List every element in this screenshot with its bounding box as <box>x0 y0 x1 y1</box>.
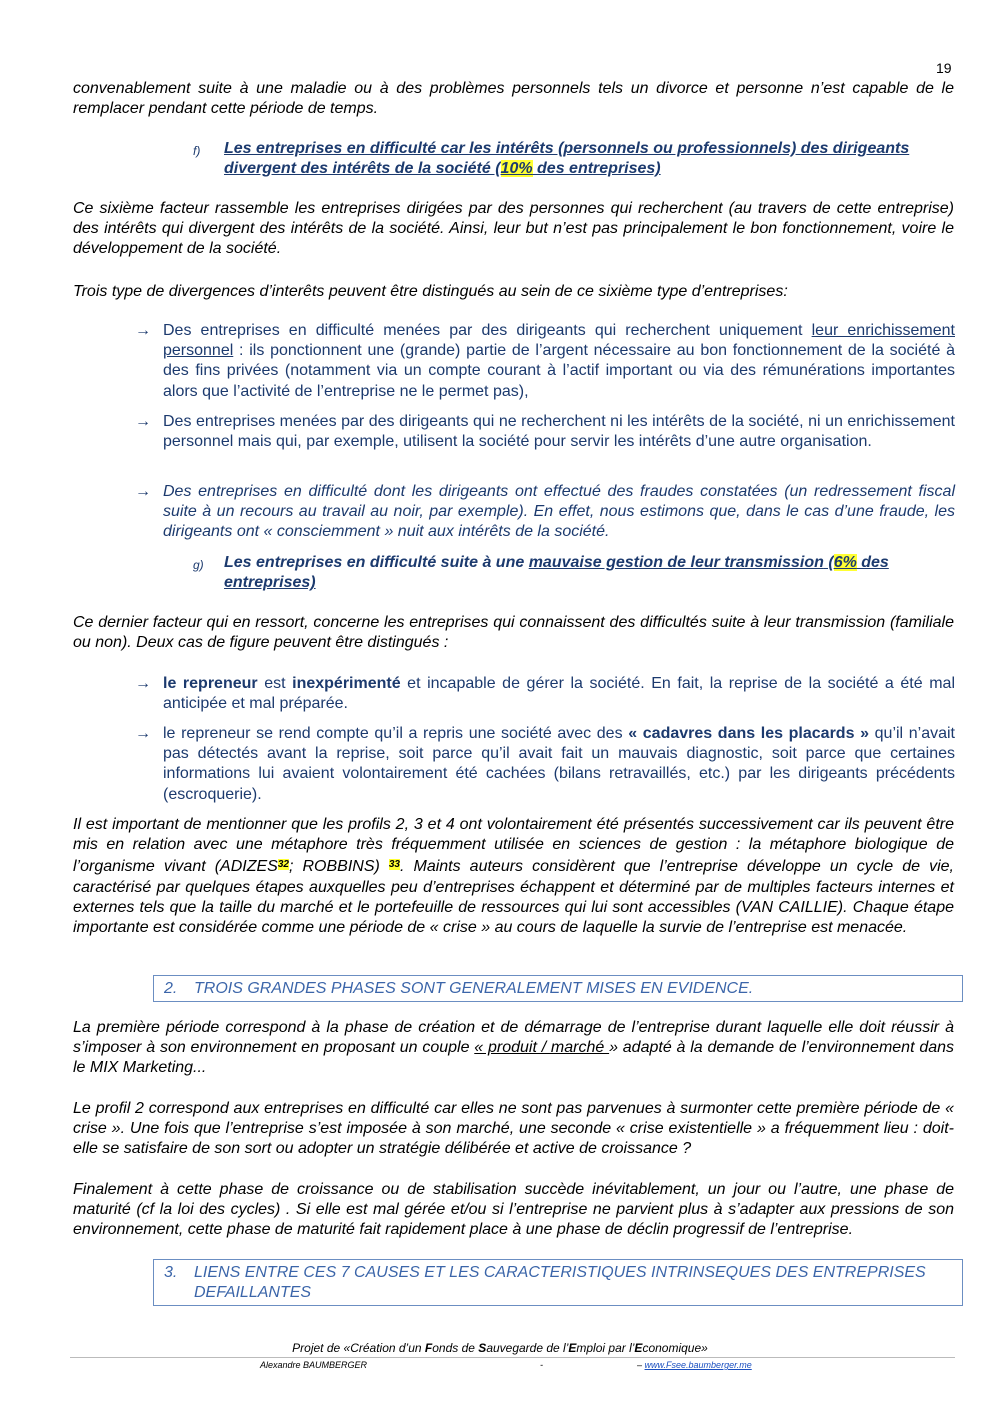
arrow-icon: → <box>135 675 151 692</box>
list-item: → Des entreprises en difficulté dont les dirigeants ont effectué des fraudes constatées (un redressement fiscal suite à un recours au travail au noir, par exemple). En effet, nous estimons que, dans le cas d’une fraude, les dirigeants ont « consciemment » nuit aux intérêts de la société. <box>135 483 955 541</box>
arrow-icon: → <box>135 322 151 339</box>
arrow-icon: → <box>135 413 151 430</box>
section-title: TROIS GRANDES PHASES SONT GENERALEMENT MISES EN EVIDENCE. <box>194 980 754 997</box>
section-number: 3. <box>164 1264 178 1281</box>
list-item: → Des entreprises menées par des dirigeants qui ne recherchent ni les intérêts de la société, ni un enrichissement personnel mais qui, par exemple, utilisent la société pour servir les intérêts d’une autre organisation. <box>135 413 955 451</box>
section-number: 2. <box>164 980 178 997</box>
paragraph-profil2: Le profil 2 correspond aux entreprises en difficulté car elles ne sont pas parvenues à surmonter cette première période de « crise ». Une fois que l’entreprise s’est imposée à son marché, une seconde « crise existentielle » a fréquemment lieu : doit-elle se satisfaire de son sort ou adopter un stratégie délibérée et active de croissance ? <box>73 1100 954 1158</box>
section-title: LIENS ENTRE CES 7 CAUSES ET LES CARACTERISTIQUES INTRINSEQUES DES ENTREPRISES DEFAILLANTES <box>194 1264 926 1302</box>
footer-separator: - <box>540 1360 543 1370</box>
percent-highlight: 10% <box>500 160 533 178</box>
arrow-icon: → <box>135 725 151 742</box>
footer-link-group: – www.Fsee.baumberger.me <box>637 1360 752 1370</box>
paragraph-sixieme: Ce sixième facteur rassemble les entreprises dirigées par des personnes qui recherchent (au travers de cette entreprise) des intérêts qui divergent des intérêts de la société. Ainsi, leur but n’est pas principalement le bon fonctionnement, voire le développement de la société. <box>73 200 954 258</box>
heading-f-letter: f) <box>193 144 201 158</box>
list-item: → le repreneur est inexpérimenté et incapable de gérer la société. En fait, la reprise de la société a été mal anticipée et mal préparée. <box>135 675 956 713</box>
percent-highlight: 6% <box>833 554 857 571</box>
paragraph-important: Il est important de mentionner que les profils 2, 3 et 4 ont volontairement été présentés successivement car ils peuvent être mis en relation avec une métaphore très fréquemment utilisée en sciences de gestion : la métaphore biologique de l’organisme vivant (ADIZES$^{32}$; ROBBINS) $^{33}$. Maints auteurs considèrent que l’entreprise développe un cycle de vie, caractérisé par quelques étapes auxquelles peu d’entreprises échappent et déterminé par de multiples facteurs internes et externes tels que la taille du marché et le portefeuille de ressources qui lui sont accessibles (VAN CAILLIE). Chaque étape importante est considérée comme une période de « crise » au cours de laquelle la survie de l’entreprise est menacée. <box>73 816 954 937</box>
paragraph-dernier: Ce dernier facteur qui en ressort, concerne les entreprises qui connaissent des difficultés suite à leur transmission (familiale ou non). Deux cas de figure peuvent être distingués : <box>73 614 954 652</box>
section-heading-3 <box>153 1259 963 1306</box>
footer-link[interactable]: www.Fsee.baumberger.me <box>644 1360 752 1370</box>
heading-g-letter: g) <box>193 558 204 572</box>
heading-g: g) Les entreprises en difficulté suite à une mauvaise gestion de leur transmission (6% des entreprises) <box>193 554 889 592</box>
heading-f <box>193 139 955 179</box>
section-heading-2 <box>153 975 963 1002</box>
paragraph-premiere: La première période correspond à la phase de création et de démarrage de l’entreprise durant laquelle elle doit réussir à s’imposer à son environnement en proposant un couple « produit / marché » adapté à la demande de l’environnement dans le MIX Marketing... <box>73 1019 955 1077</box>
underlined-phrase: leur enrichissement personnel <box>163 322 955 360</box>
arrow-icon: → <box>135 483 151 500</box>
list-item: → le repreneur se rend compte qu’il a repris une société avec des « cadavres dans les placards » qu’il n’avait pas détectés avant la reprise, soit parce qu’il avait fait un mauvais diagnostic, soit parce que certaines informations lui avaient volontairement été cachées (bilans retravaillés, etc.) par les dirigeants précédents (escroquerie). <box>135 725 956 803</box>
list-item: → Des entreprises en difficulté menées par des dirigeants qui recherchent uniquement leur enrichissement personnel : ils ponctionnent une (grande) partie de l’argent nécessaire au bon fonctionnement de la société à des fins privées (notamment via un compte courant à l’actif important ou via des rémunérations importantes alors que l’activité de l’entreprise ne le permet pas), <box>135 322 955 400</box>
footer-author: Alexandre BAUMBERGER <box>260 1360 368 1370</box>
page-number: 19 <box>936 60 952 76</box>
heading-f-text: Les entreprises en difficulté car les intérêts (personnels ou professionnels) des dirigeants divergent des intérêts de la société (10% des entreprises) <box>224 140 910 178</box>
paragraph-finalement: Finalement à cette phase de croissance ou de stabilisation succède inévitablement, un jour ou l’autre, une phase de maturité (cf la loi des cycles) . Si elle est mal gérée et/ou si l’entreprise ne parvient plus à s’adapter aux pressions de son environnement, cette phase de maturité fait rapidement place à une phase de déclin progressif de l’entreprise. <box>73 1181 954 1239</box>
footnote-ref-32[interactable]: 32 <box>277 859 289 871</box>
footer-title: Projet de «Création d’un Fonds de Sauvegarde de l’Emploi par l’Economique» <box>292 1341 708 1355</box>
footer-divider <box>70 1357 955 1358</box>
paragraph-intro: convenablement suite à une maladie ou à des problèmes personnels tels un divorce et personne n’est capable de le remplacer pendant cette période de temps. <box>73 80 954 118</box>
paragraph-trois-types: Trois type de divergences d’interêts peuvent être distingués au sein de ce sixième type d’entreprises: <box>73 283 788 300</box>
footnote-ref-33[interactable]: 33 <box>388 859 400 871</box>
